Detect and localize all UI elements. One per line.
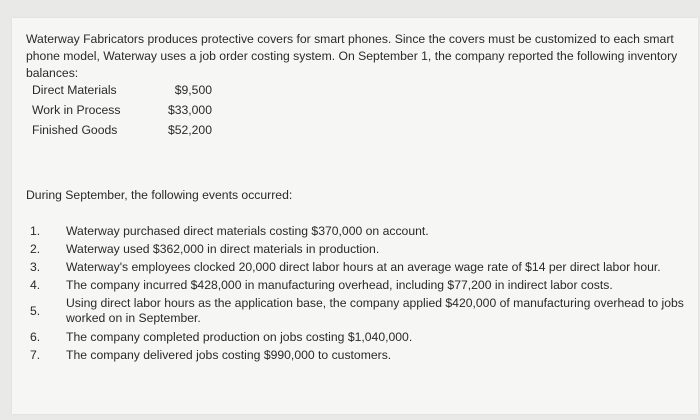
event-text: Using direct labor hours as the application base, the company applied $420,000 of manufacturing overhead to jobs worked on in September.	[66, 296, 684, 325]
balance-row	[32, 80, 212, 100]
event-item	[26, 328, 696, 346]
event-item	[26, 276, 696, 294]
event-number: 7.	[30, 348, 41, 362]
event-number: 4.	[30, 278, 41, 292]
event-text: Waterway purchased direct materials costing $370,000 on account.	[66, 224, 429, 238]
balance-amount: $33,000	[167, 103, 212, 117]
balance-amount: $52,200	[167, 123, 212, 137]
event-number: 3.	[30, 260, 41, 274]
event-text: The company delivered jobs costing $990,000 to customers.	[66, 348, 392, 362]
balance-label: Direct Materials	[32, 83, 117, 97]
event-item	[26, 258, 696, 276]
inventory-balances-table	[32, 80, 212, 140]
event-item	[26, 294, 696, 328]
event-number: 1.	[30, 224, 41, 238]
event-number: 5.	[30, 303, 41, 318]
event-item	[26, 222, 696, 240]
event-item	[26, 346, 696, 364]
event-number: 2.	[30, 242, 41, 256]
event-text: Waterway used $362,000 in direct materials in production.	[66, 242, 380, 256]
events-list	[26, 222, 696, 364]
event-item	[26, 240, 696, 258]
event-number: 6.	[30, 330, 41, 344]
event-text: The company incurred $428,000 in manufacturing overhead, including $77,200 in indirect labor costs.	[66, 278, 613, 292]
events-intro: During September, the following events occurred:	[26, 188, 293, 202]
event-text: Waterway's employees clocked 20,000 direct labor hours at an average wage rate of $14 per direct labor hour.	[66, 260, 661, 274]
balance-row	[32, 120, 212, 140]
balance-label: Finished Goods	[32, 123, 118, 137]
balance-label: Work in Process	[32, 103, 121, 117]
event-text: The company completed production on jobs costing $1,040,000.	[66, 330, 413, 344]
balance-row	[32, 100, 212, 120]
problem-page	[12, 18, 698, 414]
problem-intro: Waterway Fabricators produces protective covers for smart phones. Since the covers must be customized to each smart phone model, Waterway uses a job order costing system. On September 1, the company reported the following inventory balances:	[26, 32, 678, 80]
balance-amount: $9,500	[174, 83, 212, 97]
